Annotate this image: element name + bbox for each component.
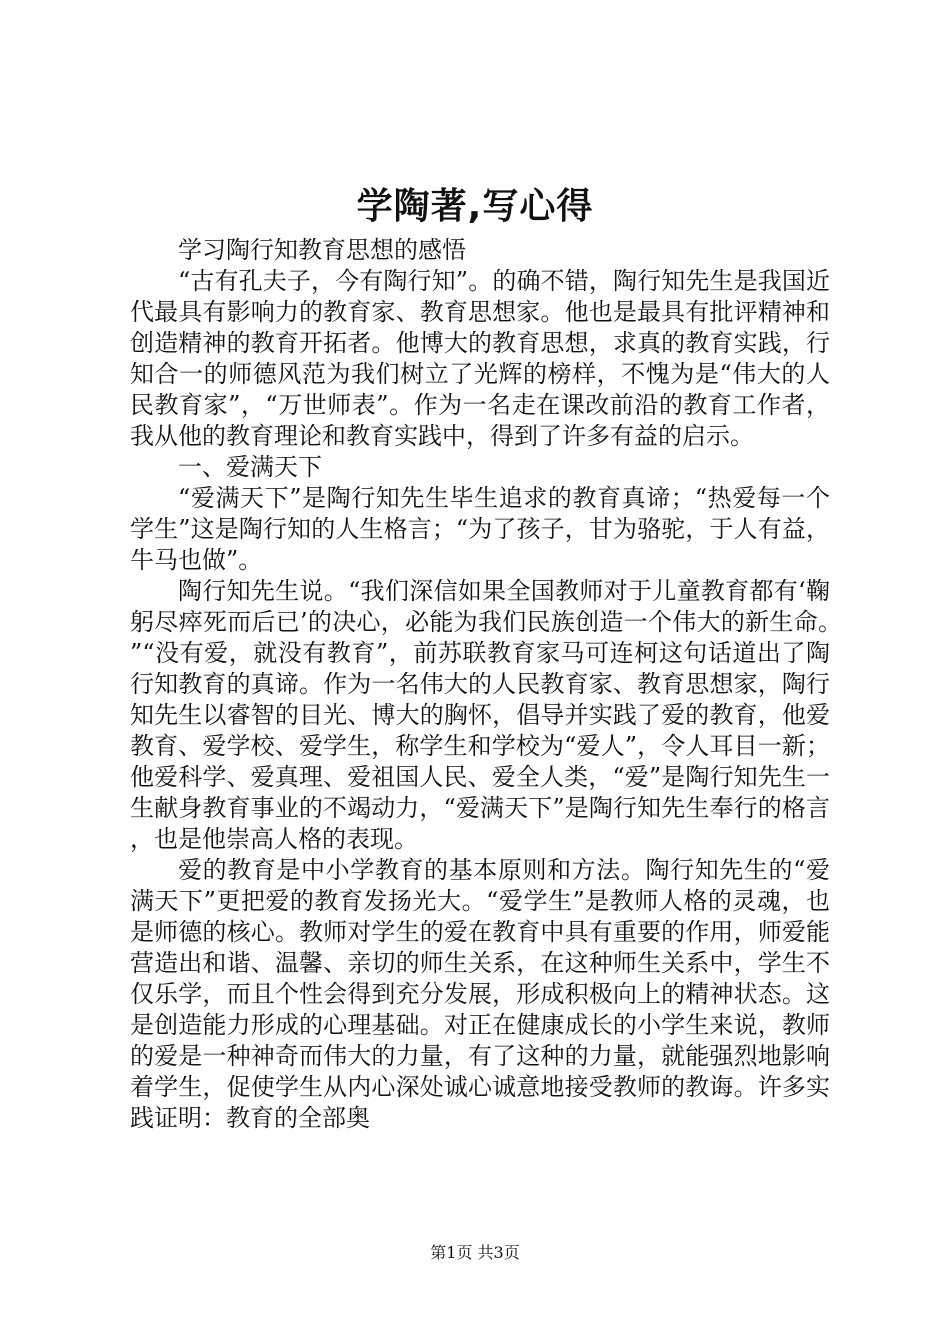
document-body	[130, 235, 830, 1134]
paragraph: “爱满天下”是陶行知先生毕生追求的教育真谛；“热爱每一个学生”这是陶行知的人生格言；“为了孩子，甘为骆驼，于人有益，牛马也做”。	[130, 484, 830, 574]
page-footer: 第1页 共3页	[430, 1243, 520, 1262]
subtitle-paragraph: 学习陶行知教育思想的感悟	[178, 236, 466, 264]
paragraph: 爱的教育是中小学教育的基本原则和方法。陶行知先生的“爱满天下”更把爱的教育发扬光大。“爱学生”是教师人格的灵魂，也是师德的核心。教师对学生的爱在教育中具有重要的作用，师爱能营造出和谐、温馨、亲切的师生关系，在这种师生关系中，学生不仅乐学，而且个性会得到充分发展，形成积极向上的精神状态。这是创造能力形成的心理基础。对正在健康成长的小学生来说，教师的爱是一种神奇而伟大的力量，有了这种的力量，就能强烈地影响着学生，促使学生从内心深处诚心诚意地接受教师的教诲。许多实践证明：教育的全部奥	[130, 856, 830, 1132]
section-heading: 一、爱满天下	[178, 453, 322, 481]
document-title: 学陶著,写心得	[356, 186, 594, 227]
paragraph-intro: “古有孔夫子，今有陶行知”。的确不错，陶行知先生是我国近代最具有影响力的教育家、教育思想家。他也是最具有批评精神和创造精神的教育开拓者。他博大的教育思想，求真的教育实践，行知合一的师德风范为我们树立了光辉的榜样，不愧为是“伟大的人民教育家”，“万世师表”。作为一名走在课改前沿的教育工作者，我从他的教育理论和教育实践中，得到了许多有益的启示。	[130, 267, 830, 450]
paragraph: 陶行知先生说。“我们深信如果全国教师对于儿童教育都有‘鞠躬尽瘁死而后已’的决心，必能为我们民族创造一个伟大的新生命。”“没有爱，就没有教育”，前苏联教育家马可连柯这句话道出了陶行知教育的真谛。作为一名伟大的人民教育家、教育思想家，陶行知先生以睿智的目光、博大的胸怀，倡导并实践了爱的教育，他爱教育、爱学校、爱学生，称学生和学校为“爱人”，令人耳目一新；他爱科学、爱真理、爱祖国人民、爱全人类，“爱”是陶行知先生一生献身教育事业的不竭动力，“爱满天下”是陶行知先生奉行的格言，也是他崇高人格的表现。	[130, 577, 830, 853]
